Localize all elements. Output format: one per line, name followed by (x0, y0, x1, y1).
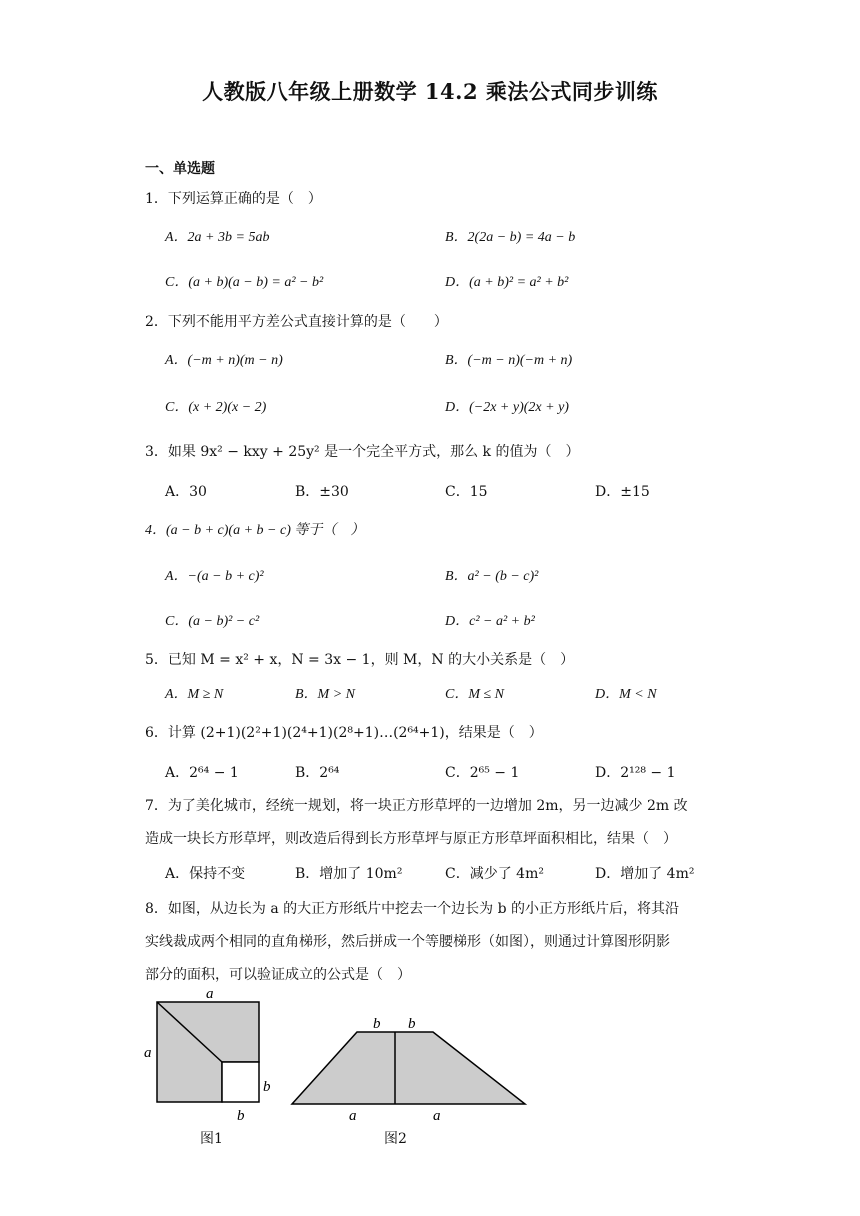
question-6-option-d: D．2¹²⁸ − 1 (595, 765, 676, 781)
question-5-option-b: B．M > N (295, 687, 355, 702)
question-3-option-d: D．±15 (595, 484, 650, 500)
question-7-option-c: C．减少了 4m² (445, 866, 544, 882)
question-2-option-b: B．(−m − n)(−m + n) (445, 353, 573, 368)
question-1-option-c: C．(a + b)(a − b) = a² − b² (165, 275, 324, 290)
question-6-option-c: C．2⁶⁵ − 1 (445, 765, 520, 781)
figure-1-label-right: b (263, 1079, 271, 1095)
question-5-option-d: D．M < N (595, 687, 657, 702)
question-3-stem: 3．如果 9x² − kxy + 25y² 是一个完全平方式，那么 k 的值为（ ） (145, 444, 580, 460)
question-2-option-a: A．(−m + n)(m − n) (165, 353, 283, 368)
figure-2-label-bottom-left: a (349, 1108, 357, 1122)
figure-2-label-top-left: b (373, 1016, 381, 1032)
question-8-stem-line-2: 实线裁成两个相同的直角梯形，然后拼成一个等腰梯形（如图），则通过计算图形阴影 (145, 934, 670, 950)
question-6-option-b: B．2⁶⁴ (295, 765, 340, 781)
question-2-stem: 2．下列不能用平方差公式直接计算的是（ ） (145, 314, 448, 330)
question-3-option-c: C．15 (445, 484, 488, 500)
question-3-option-b: B．±30 (295, 484, 349, 500)
question-4-option-d: D．c² − a² + b² (445, 614, 535, 629)
figure-1-label-left: a (144, 1045, 152, 1061)
question-4-option-c: C．(a − b)² − c² (165, 614, 260, 629)
figure-2-trapezoid (292, 1032, 525, 1104)
figure-1-cut-square (222, 1062, 259, 1102)
question-7-option-d: D．增加了 4m² (595, 866, 695, 882)
question-1-option-b: B．2(2a − b) = 4a − b (445, 230, 576, 245)
figure-2-label-top-right: b (408, 1016, 416, 1032)
question-7-stem-line-2: 造成一块长方形草坪，则改造后得到长方形草坪与原正方形草坪面积相比，结果（ ） (145, 831, 677, 847)
question-5-stem: 5．已知 M = x² + x，N = 3x − 1，则 M，N 的大小关系是（ ） (145, 652, 575, 668)
figure-1-label-bottom: b (237, 1108, 245, 1124)
question-1-option-d: D．(a + b)² = a² + b² (445, 275, 569, 290)
question-1-option-a: A．2a + 3b = 5ab (165, 230, 270, 245)
figure-1-label-top: a (206, 986, 214, 1002)
question-4-option-b: B．a² − (b − c)² (445, 569, 539, 584)
question-7-option-a: A．保持不变 (165, 866, 246, 882)
figure-2 (285, 1012, 535, 1122)
question-2-option-c: C．(x + 2)(x − 2) (165, 400, 267, 415)
figure-2-label-bottom-right: a (433, 1108, 441, 1122)
question-5-option-c: C．M ≤ N (445, 687, 505, 702)
page-title: 人教版八年级上册数学 14.2 乘法公式同步训练 (202, 79, 658, 104)
question-4-stem: 4．(a − b + c)(a + b − c) 等于（ ） (145, 523, 365, 538)
question-2-option-d: D．(−2x + y)(2x + y) (445, 400, 569, 415)
figure-2-caption: 图2 (384, 1131, 407, 1147)
section-title: 一、单选题 (145, 161, 215, 177)
figure-1-caption: 图1 (200, 1131, 223, 1147)
figure-1 (140, 985, 290, 1125)
question-3-option-a: A．30 (165, 484, 207, 500)
question-8-stem-line-3: 部分的面积，可以验证成立的公式是（ ） (145, 967, 411, 983)
question-6-option-a: A．2⁶⁴ − 1 (165, 765, 239, 781)
question-7-stem-line-1: 7．为了美化城市，经统一规划，将一块正方形草坪的一边增加 2m，另一边减少 2m 改 (145, 798, 688, 814)
question-8-stem-line-1: 8．如图，从边长为 a 的大正方形纸片中挖去一个边长为 b 的小正方形纸片后，将其沿 (145, 901, 680, 917)
question-6-stem: 6．计算 (2+1)(2²+1)(2⁴+1)(2⁸+1)…(2⁶⁴+1)，结果是（ ） (145, 725, 543, 741)
question-7-option-b: B．增加了 10m² (295, 866, 403, 882)
question-4-option-a: A．−(a − b + c)² (165, 569, 264, 584)
question-1-stem: 1．下列运算正确的是（ ） (145, 191, 322, 207)
question-5-option-a: A．M ≥ N (165, 687, 224, 702)
